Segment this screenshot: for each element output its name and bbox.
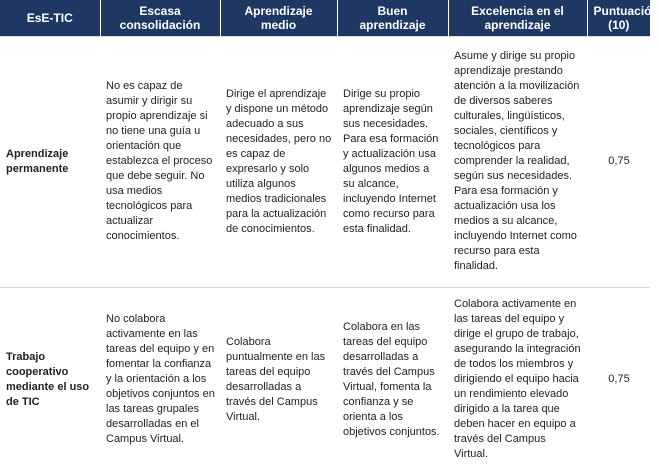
escasa-cell: No es capaz de asumir y dirigir su propio aprendizaje si no tiene una guía u orientación que establezca el proceso que debe seguir. No usa medios tecnológicos para actualizar conocimientos.: [100, 36, 220, 287]
table-row: [0, 36, 650, 287]
bueno-cell: Colabora en las tareas del equipo desarrolladas a través del Campus Virtual, fomenta la confianza y se orienta a los objetivos conjuntos.: [337, 287, 448, 472]
criterion-cell: Aprendizaje permanente: [0, 36, 100, 287]
table-row: [0, 287, 650, 472]
criterion-cell: Trabajo cooperativo mediante el uso de TIC: [0, 287, 100, 472]
excelencia-cell: Colabora activamente en las tareas del equipo y dirige el grupo de trabajo, asegurando la integración de todos los miembros y dirigiendo el equipo hacia un rendimiento elevado dirigido a la tarea que deben hacer en equipo a través del Campus Virtual.: [448, 287, 587, 472]
medio-cell: Colabora puntualmente en las tareas del equipo desarrolladas a través del Campus Virtual.: [220, 287, 337, 472]
header-row: [0, 0, 650, 36]
bueno-cell: Dirige su propio aprendizaje según sus necesidades. Para esa formación y actualización usa algunos medios a su alcance, incluyendo Internet como recurso para esta finalidad.: [337, 36, 448, 287]
header-ese-tic: EsE-TIC: [0, 0, 100, 36]
header-puntuacion: Puntuación (10): [587, 0, 650, 36]
medio-cell: Dirige el aprendizaje y dispone un método adecuado a sus necesidades, pero no es capaz de expresarlo y solo utiliza algunos medios tradicionales para la actualización de conocimientos.: [220, 36, 337, 287]
header-excelencia: Excelencia en el aprendizaje: [448, 0, 587, 36]
header-escasa-consolidacion: Escasa consolidación: [100, 0, 220, 36]
excelencia-cell: Asume y dirige su propio aprendizaje prestando atención a la movilización de diversos saberes culturales, lingüísticos, sociales, científicos y tecnológicos para comprender la realidad, según sus necesidades. Para esa formación y actualización usa los medios a su alcance, incluyendo Internet como recurso para esta finalidad.: [448, 36, 587, 287]
score-cell: 0,75: [587, 36, 650, 287]
header-buen-aprendizaje: Buen aprendizaje: [337, 0, 448, 36]
score-cell: 0,75: [587, 287, 650, 472]
header-aprendizaje-medio: Aprendizaje medio: [220, 0, 337, 36]
escasa-cell: No colabora activamente en las tareas del equipo y en fomentar la confianza y la orientación a los objetivos conjuntos en las tareas grupales desarrolladas en el Campus Virtual.: [100, 287, 220, 472]
